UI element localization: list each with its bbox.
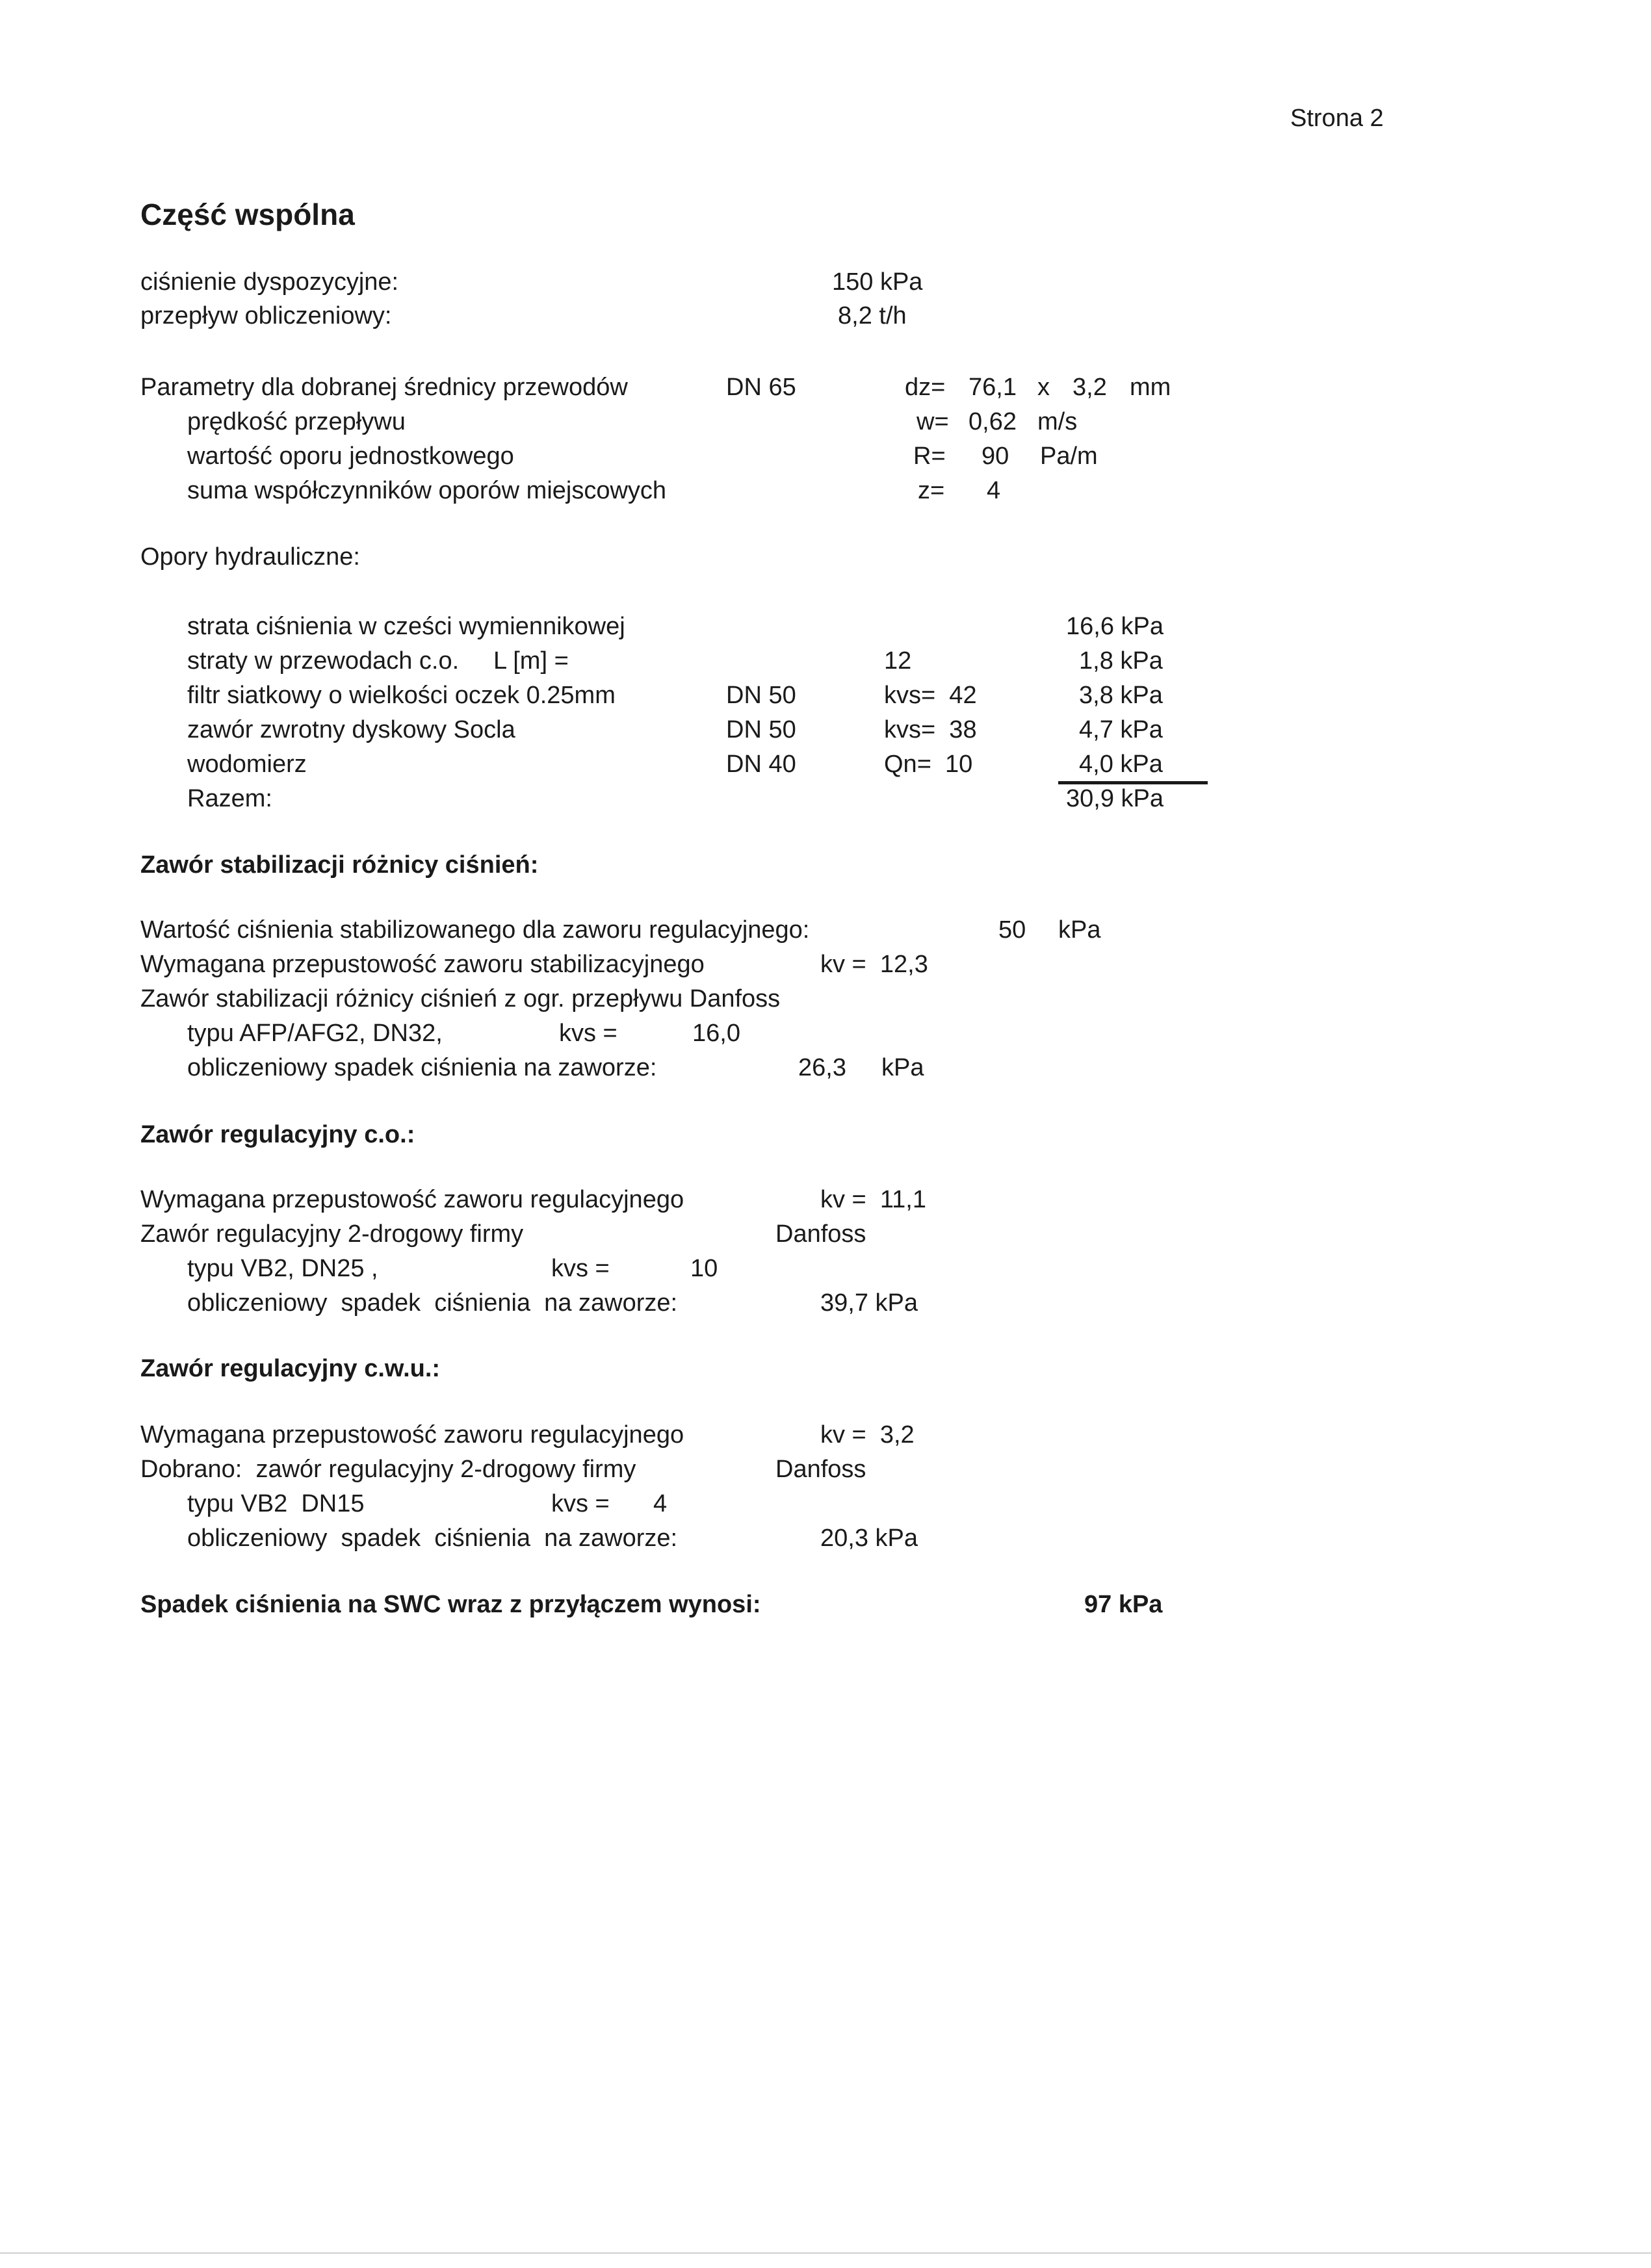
pipe-param-label: suma współczynników oporów miejscowych xyxy=(187,477,667,504)
co-valve-drop: 39,7 kPa xyxy=(820,1289,918,1317)
flow-label: przepływ obliczeniowy: xyxy=(140,302,392,329)
co-valve-firm: Danfoss xyxy=(775,1220,866,1248)
cwu-valve-line: Dobrano: zawór regulacyjny 2-drogowy firmy xyxy=(140,1456,636,1483)
cwu-valve-heading: Zawór regulacyjny c.w.u.: xyxy=(140,1355,441,1382)
co-valve-line: obliczeniowy spadek ciśnienia na zaworze: xyxy=(187,1289,678,1317)
resistance-dn: DN 50 xyxy=(726,682,796,709)
sum-rule xyxy=(1058,781,1208,784)
resistance-label: zawór zwrotny dyskowy Socla xyxy=(187,716,515,743)
resistance-value: 1,8 kPa xyxy=(1079,647,1163,675)
summary-value: 97 kPa xyxy=(1084,1591,1163,1618)
stab-valve-line: Zawór stabilizacji różnicy ciśnień z ogr. przepływu Danfoss xyxy=(140,985,781,1012)
pipe-param-unit: m/s xyxy=(1037,408,1078,435)
resistance-value: 16,6 kPa xyxy=(1066,613,1164,640)
pipe-param-unit: Pa/m xyxy=(1040,443,1098,470)
cwu-valve-line: typu VB2 DN15 xyxy=(187,1490,365,1517)
total-label: Razem: xyxy=(187,785,272,812)
resistance-dn: DN 40 xyxy=(726,751,796,778)
pipe-param-value: 4 xyxy=(987,477,1001,504)
flow-value: 8,2 t/h xyxy=(838,302,907,329)
pipe-dz-value: 76,1 xyxy=(968,374,1017,401)
resistance-param: kvs= 42 xyxy=(884,682,977,709)
resistance-label: strata ciśnienia w cześci wymiennikowej xyxy=(187,613,625,640)
stab-valve-value: 50 xyxy=(998,916,1026,944)
cwu-valve-line: obliczeniowy spadek ciśnienia na zaworze: xyxy=(187,1525,678,1552)
co-valve-kv: kv = 11,1 xyxy=(820,1186,927,1213)
resistance-param: kvs= 38 xyxy=(884,716,977,743)
resistance-label: filtr siatkowy o wielkości oczek 0.25mm xyxy=(187,682,616,709)
stab-valve-kvs-value: 16,0 xyxy=(692,1020,740,1047)
total-value: 30,9 kPa xyxy=(1066,785,1164,812)
co-valve-kvs-label: kvs = xyxy=(551,1255,610,1282)
pressure-label: ciśnienie dyspozycyjne: xyxy=(140,268,399,296)
scan-edge-divider xyxy=(0,2252,1651,2254)
pipe-dz-symbol: dz= xyxy=(905,374,946,401)
resistance-label: straty w przewodach c.o. L [m] = xyxy=(187,647,569,675)
co-valve-kvs-value: 10 xyxy=(690,1255,718,1282)
resistances-heading: Opory hydrauliczne: xyxy=(140,543,360,571)
cwu-valve-kv: kv = 3,2 xyxy=(820,1421,915,1449)
resistance-value: 4,0 kPa xyxy=(1079,751,1163,778)
co-valve-heading: Zawór regulacyjny c.o.: xyxy=(140,1121,415,1148)
stab-valve-heading: Zawór stabilizacji różnicy ciśnień: xyxy=(140,851,539,879)
stab-valve-line: Wartość ciśnienia stabilizowanego dla zaworu regulacyjnego: xyxy=(140,916,810,944)
co-valve-line: Wymagana przepustowość zaworu regulacyjnego xyxy=(140,1186,684,1213)
stab-valve-line: Wymagana przepustowość zaworu stabilizacyjnego xyxy=(140,951,705,978)
stab-valve-line: typu AFP/AFG2, DN32, xyxy=(187,1020,443,1047)
pipe-dz-unit: mm xyxy=(1130,374,1171,401)
cwu-valve-kvs-label: kvs = xyxy=(551,1490,610,1517)
page-number: Strona 2 xyxy=(1290,105,1384,132)
pipe-param-symbol: R= xyxy=(913,443,946,470)
resistance-label: wodomierz xyxy=(187,751,307,778)
stab-valve-drop-value: 26,3 xyxy=(798,1054,846,1081)
pipe-param-label: wartość oporu jednostkowego xyxy=(187,443,514,470)
stab-valve-unit: kPa xyxy=(1058,916,1101,944)
pipe-param-symbol: w= xyxy=(916,408,949,435)
resistance-param: Qn= 10 xyxy=(884,751,973,778)
co-valve-line: typu VB2, DN25 , xyxy=(187,1255,378,1282)
pipe-param-value: 90 xyxy=(982,443,1009,470)
co-valve-line: Zawór regulacyjny 2-drogowy firmy xyxy=(140,1220,524,1248)
resistance-value: 3,8 kPa xyxy=(1079,682,1163,709)
stab-valve-kvs-label: kvs = xyxy=(559,1020,618,1047)
pipe-param-value: 0,62 xyxy=(968,408,1017,435)
cwu-valve-kvs-value: 4 xyxy=(653,1490,668,1517)
pipe-dz-wall: 3,2 xyxy=(1072,374,1107,401)
pipe-param-symbol: z= xyxy=(918,477,945,504)
pipe-params-header: Parametry dla dobranej średnicy przewodów xyxy=(140,374,628,401)
resistance-dn: DN 50 xyxy=(726,716,796,743)
stab-valve-kv: kv = 12,3 xyxy=(820,951,928,978)
stab-valve-line: obliczeniowy spadek ciśnienia na zaworze: xyxy=(187,1054,657,1081)
resistance-value: 4,7 kPa xyxy=(1079,716,1163,743)
pressure-value: 150 kPa xyxy=(832,268,923,296)
section-title: Część wspólna xyxy=(140,198,355,231)
cwu-valve-drop: 20,3 kPa xyxy=(820,1525,918,1552)
pipe-param-label: prędkość przepływu xyxy=(187,408,406,435)
resistance-param: 12 xyxy=(884,647,912,675)
pipe-dz-x: x xyxy=(1037,374,1050,401)
pipe-params-dn: DN 65 xyxy=(726,374,796,401)
cwu-valve-firm: Danfoss xyxy=(775,1456,866,1483)
stab-valve-drop-unit: kPa xyxy=(881,1054,924,1081)
summary-label: Spadek ciśnienia na SWC wraz z przyłączem wynosi: xyxy=(140,1591,761,1618)
cwu-valve-line: Wymagana przepustowość zaworu regulacyjnego xyxy=(140,1421,684,1449)
